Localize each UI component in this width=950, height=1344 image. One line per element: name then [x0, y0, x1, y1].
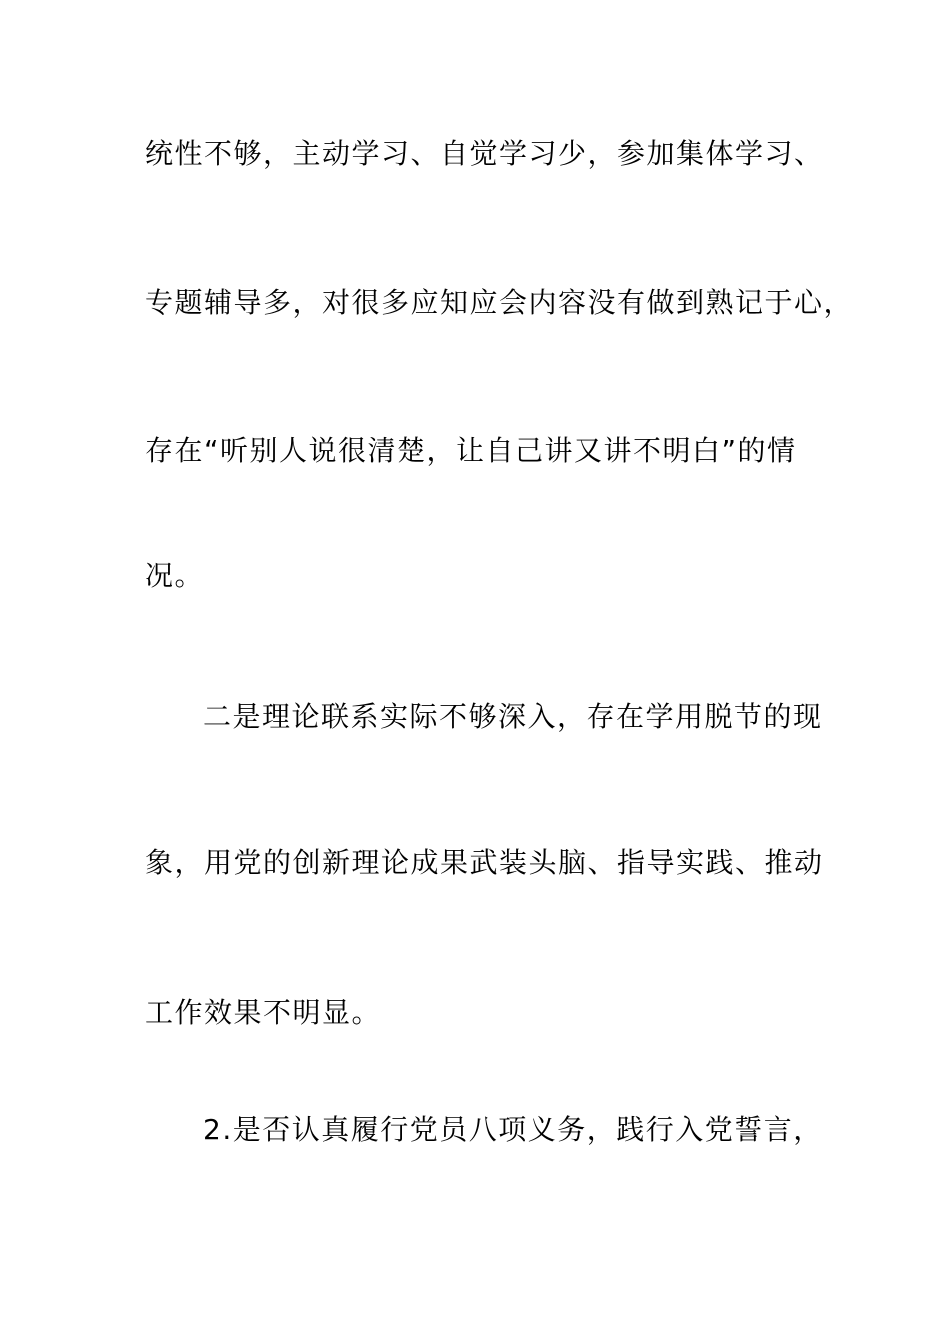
text-line-6: 象，用党的创新理论成果武装头脑、指导实践、推动 — [145, 846, 824, 879]
text-line-7: 工作效果不明显。 — [145, 996, 382, 1029]
text-line-2: 专题辅导多，对很多应知应会内容没有做到熟记于心， — [145, 286, 854, 319]
paragraph-point-two: 二是理论联系实际不够深入，存在学用脱节的现 — [203, 700, 823, 733]
text-line-1: 统性不够，主动学习、自觉学习少，参加集体学习、 — [145, 137, 824, 170]
text-line-4: 况。 — [145, 559, 205, 592]
section-heading-2: 2.是否认真履行党员八项义务，践行入党誓言， — [203, 1113, 823, 1146]
text-line-3: 存在“听别人说很清楚，让自己讲又讲不明白”的情 — [145, 434, 797, 467]
